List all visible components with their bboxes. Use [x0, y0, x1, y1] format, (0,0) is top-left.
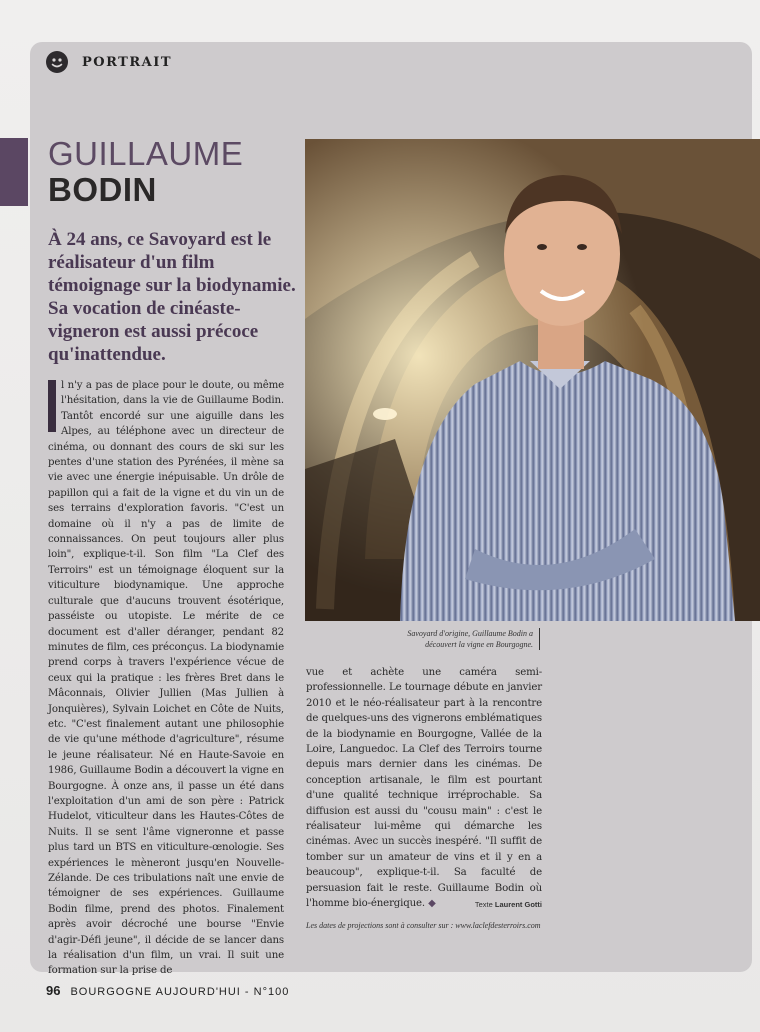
article-lede: À 24 ans, ce Savoyard est le réalisateur d'un film témoignage sur la biodynamie. Sa vocation de cinéaste-vigneron est aussi précoce qu'inattendue.: [48, 229, 296, 365]
body-column-right: [306, 665, 542, 912]
section-header: [46, 50, 172, 74]
accent-bar: [0, 138, 28, 206]
page-number: 96: [46, 983, 61, 998]
photo-illustration: [305, 139, 760, 621]
body-text-right: vue et achète une caméra semi-professionnelle. Le tournage débute en janvier 2010 et le néo-réalisateur part à la rencontre de quelques-uns des vignerons emblématiques de la biodynamie en Bourgogne, Vallée de la Loire, Languedoc. La Clef des Terroirs tourne depuis mars dernier dans les cinémas. De conception artisanale, le film est pourtant d'une qualité technique irréprochable. Sa diffusion est aussi du "cousu main" : c'est le réalisateur lui-même qui démarche les cinémas. Avec un succès inespéré. "Il suffit de tomber sur un amateur de vins et il y en a beaucoup", explique-t-il. Sa faculté de persuasion fait le reste. Guillaume Bodin où l'homme bio-énergique.: [306, 667, 542, 910]
section-label: PORTRAIT: [82, 54, 172, 70]
publication-name: BOURGOGNE AUJOURD'HUI - N°100: [70, 986, 290, 998]
end-mark-icon: ◆: [428, 898, 436, 910]
portrait-photo: [305, 139, 760, 621]
screening-note: Les dates de projections sont à consulter sur : www.laclefdesterroirs.com: [306, 921, 541, 930]
drop-cap-bar: [48, 380, 56, 432]
author-credit: [306, 900, 542, 909]
page-footer: [46, 983, 289, 998]
title-last-name: BODIN: [48, 171, 157, 208]
article-title: [48, 136, 298, 208]
credit-prefix: Texte: [474, 900, 493, 909]
body-text-left: l n'y a pas de place pour le doute, ou même l'hésitation, dans la vie de Guillaume Bodin. Tantôt encordé sur une aiguille dans les Alpes, au téléphone avec un directeur de cinéma, ou donnant des cours de ski sur les pentes d'une station des Pyrénées, il mène sa vie avec une énergie inépuisable. Un drôle de papillon qui a fait de la vigne et du vin un de ses terrains d'exploration favoris. "C'est un domaine où il n'y a pas de limite de connaissances. On peut toujours aller plus loin", explique-t-il. Son film "La Clef des Terroirs" est un témoignage éloquent sur la viticulture biodynamique. Une approche culturale que d'aucuns trouvent ésotérique, passéiste ou utopiste. Le mérite de ce document est d'aller déranger, pendant 82 minutes de film, ces préconçus. La biodynamie prend corps à travers l'expérience vécue de ceux qui la pratique : les frères Bret dans le Mâconnais, Olivier Jullien (Mas Jullien à Jonquières), Sylvain Loichet en Côte de Nuits, etc. "C'est finalement autant une philosophie de vie qu'une méthode d'agriculture", résume le jeune réalisateur. Né en Haute-Savoie en 1986, Guillaume Bodin a découvert la vigne en Bourgogne. À onze ans, il passe un été dans l'exploitation d'un ami de son père : Patrick Hudelot, viticulteur dans les Hautes-Côtes de Nuits. Il se sent l'âme vigneronne et passe plus tard un BTS en viticulture-œnologie. Ses expériences le mèneront jusqu'en Nouvelle-Zélande. De ces tribulations naît une envie de témoigner de ses expériences. Guillaume Bodin filme, prend des photos. Finalement après avoir décroché une bourse "Envie d'agir-Défi jeune", il décide de se lancer dans la réalisation d'un film, un vrai. Il suit une formation sur la prise de: [48, 380, 284, 977]
photo-caption: Savoyard d'origine, Guillaume Bodin a découvert la vigne en Bourgogne.: [380, 628, 540, 650]
title-first-name: GUILLAUME: [48, 135, 244, 172]
credit-author: Laurent Gotti: [494, 900, 542, 909]
smiley-icon: [46, 51, 68, 73]
body-column-left: [48, 378, 284, 979]
